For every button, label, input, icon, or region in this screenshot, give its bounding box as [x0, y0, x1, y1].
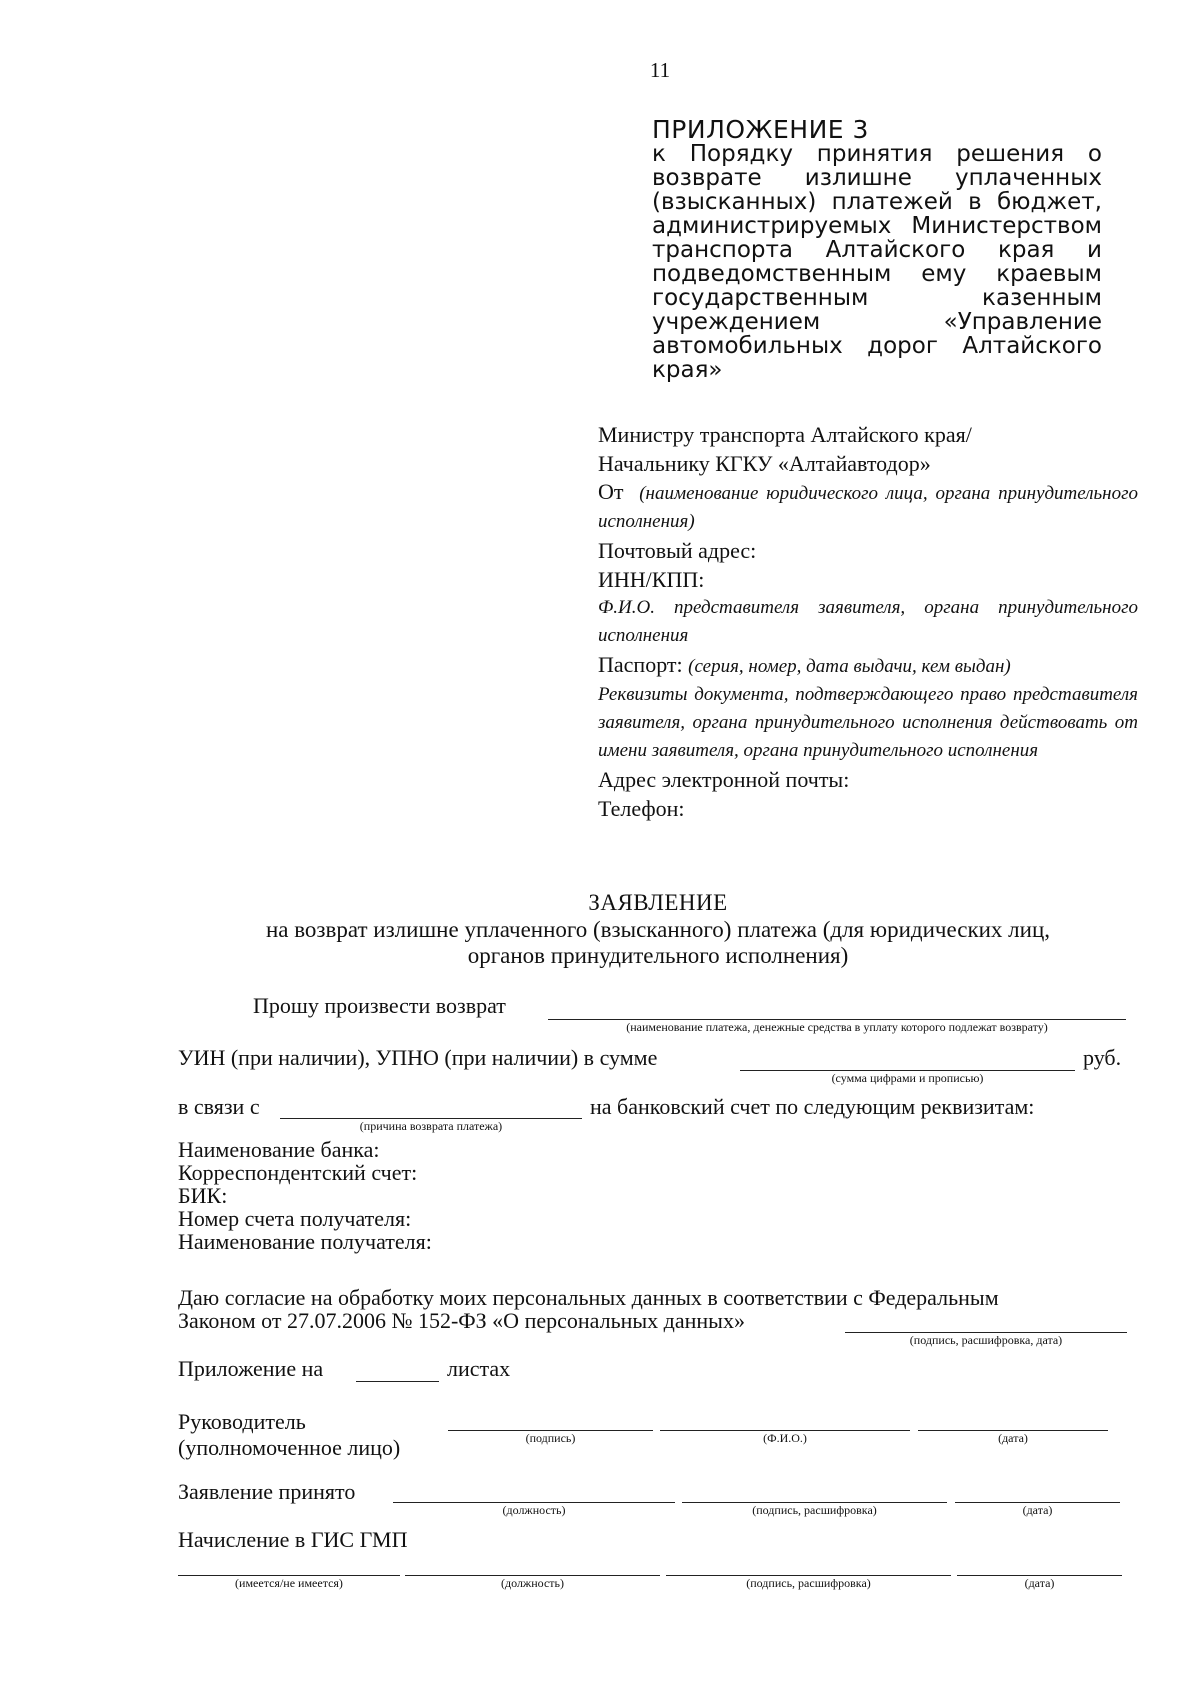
- accepted-caption-date: (дата): [1022, 1503, 1053, 1517]
- account-label: на банковский счет по следующим реквизитам:: [590, 1094, 1035, 1119]
- inn-kpp-label: ИНН/КПП:: [598, 567, 705, 592]
- attachment-suffix: листах: [447, 1356, 511, 1381]
- passport-hint: (серия, номер, дата выдачи, кем выдан): [688, 656, 1011, 677]
- from-hint: (наименование юридического лица, органа принудительного исполнения): [598, 483, 1139, 532]
- head-caption-signature: (подпись): [525, 1431, 576, 1445]
- email-label: Адрес электронной почты:: [598, 767, 850, 792]
- accepted-caption-position: (должность): [502, 1503, 566, 1517]
- gis-caption-availability: (имеется/не имеется): [235, 1576, 343, 1590]
- gis-gmp-label: Начисление в ГИС ГМП: [178, 1527, 408, 1552]
- from-label: От: [598, 479, 624, 504]
- passport-line: [598, 650, 1138, 681]
- representative-fio-hint: Ф.И.О. представителя заявителя, органа принудительного исполнения: [598, 597, 1138, 646]
- attachment-pages-line: [356, 1381, 439, 1382]
- bank-details: [178, 1138, 432, 1253]
- head-caption-date: (дата): [998, 1431, 1028, 1445]
- gis-caption-date: (дата): [1024, 1576, 1055, 1590]
- appendix-text: к Порядку принятия решения о возврате излишне уплаченных (взысканных) платежей в бюджет, администрируемых Министерством транспорта Алтайского края и подведомственным ему краевым государственным казенным учреждением «Управление автомобильных дорог Алтайского края»: [652, 141, 1102, 383]
- bik-label: БИК:: [178, 1183, 228, 1208]
- corr-account-label: Корреспондентский счет:: [178, 1160, 418, 1185]
- sum-caption: (сумма цифрами и прописью): [831, 1071, 984, 1085]
- recipient-account-label: Номер счета получателя:: [178, 1206, 412, 1231]
- currency-label: руб.: [1083, 1045, 1122, 1070]
- consent-caption: (подпись, расшифровка, дата): [909, 1333, 1063, 1347]
- consent-line2: Законом от 27.07.2006 № 152-ФЗ «О персональных данных»: [178, 1308, 745, 1333]
- reason-label: в связи с: [178, 1094, 260, 1119]
- postal-address-label: Почтовый адрес:: [598, 538, 757, 563]
- addressee-line-minister: Министру транспорта Алтайского края/: [598, 422, 972, 447]
- reason-caption: (причина возврата платежа): [359, 1119, 503, 1133]
- phone-label: Телефон:: [598, 796, 685, 821]
- head-label-1: Руководитель: [178, 1409, 306, 1434]
- uin-label: УИН (при наличии), УПНО (при наличии) в сумме: [178, 1045, 658, 1070]
- accepted-caption-signature: (подпись, расшифровка): [752, 1503, 877, 1517]
- request-label: Прошу произвести возврат: [253, 993, 506, 1018]
- passport-label: Паспорт:: [598, 652, 683, 677]
- gis-caption-position: (должность): [501, 1576, 564, 1590]
- gis-caption-signature: (подпись, расшифровка): [746, 1576, 871, 1590]
- appendix-title: ПРИЛОЖЕНИЕ 3: [652, 115, 869, 144]
- addressee-from: [598, 478, 1138, 536]
- accepted-label: Заявление принято: [178, 1479, 356, 1504]
- page-number: 11: [649, 58, 671, 82]
- consent-line1: Даю согласие на обработку моих персональных данных в соответствии с Федеральным: [178, 1285, 999, 1310]
- statement-subtitle-line1: на возврат излишне уплаченного (взысканного) платежа (для юридических лиц,: [265, 917, 1051, 942]
- request-caption: (наименование платежа, денежные средства в уплату которого подлежат возврату): [626, 1020, 1048, 1034]
- attachment-label: Приложение на: [178, 1356, 324, 1381]
- statement-subtitle-line2: органов принудительного исполнения): [467, 943, 849, 968]
- bank-name-label: Наименование банка:: [178, 1137, 380, 1162]
- recipient-name-label: Наименование получателя:: [178, 1229, 432, 1254]
- head-label-2: (уполномоченное лицо): [178, 1435, 401, 1460]
- statement-title: ЗАЯВЛЕНИЕ: [588, 890, 728, 915]
- addressee-line-chief: Начальнику КГКУ «Алтайавтодор»: [598, 451, 931, 476]
- addressee-block: [598, 420, 1138, 823]
- appendix-block: [652, 115, 1102, 383]
- head-caption-fio: (Ф.И.О.): [763, 1431, 807, 1445]
- requisites-hint: Реквизиты документа, подтверждающего право представителя заявителя, органа принудительного исполнения действовать от имени заявителя, органа принудительного исполнения: [598, 684, 1138, 761]
